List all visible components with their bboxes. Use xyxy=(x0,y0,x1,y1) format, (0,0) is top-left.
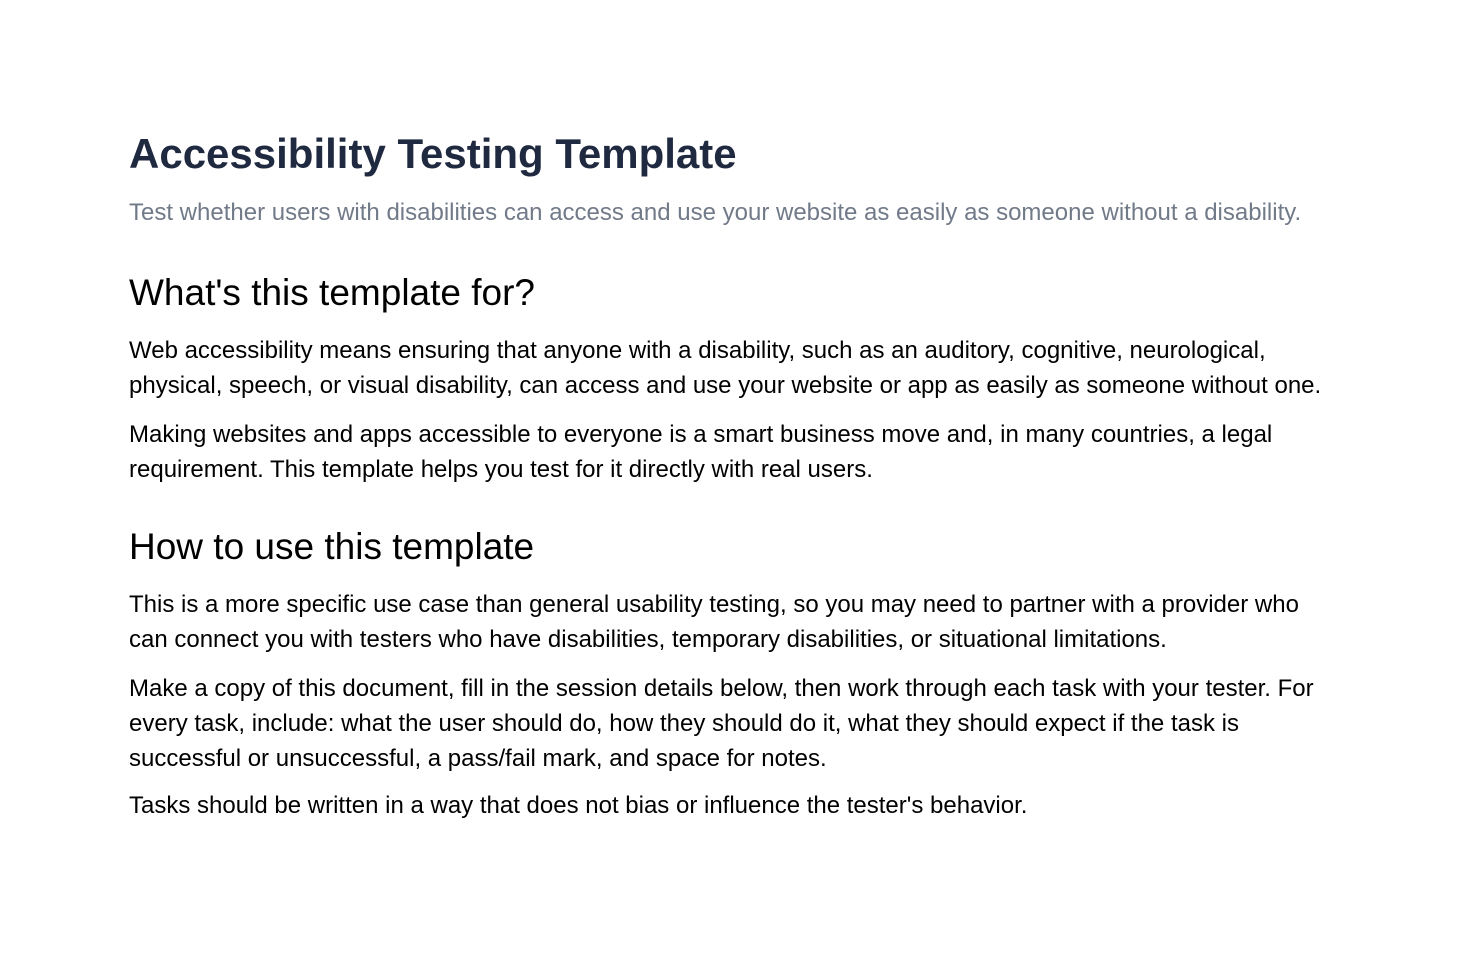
page-title: Accessibility Testing Template xyxy=(129,130,737,177)
paragraph-provider-partnership: This is a more specific use case than general usability testing, so you may need to partner with a provider who can connect you with testers who have disabilities, temporary disabilities, or situational limitations. xyxy=(129,591,1299,653)
paragraph-copy-instructions: Make a copy of this document, fill in the session details below, then work through each task with your tester. For every task, include: what the user should do, how they should do it, what they should expect if the task is successful or unsuccessful, a pass/fail mark, and space for notes. xyxy=(129,675,1314,772)
section-template-purpose xyxy=(129,271,1339,487)
paragraph-accessibility-definition: Web accessibility means ensuring that anyone with a disability, such as an auditory, cognitive, neurological, physical, speech, or visual disability, can access and use your website or app as easily as someone without one. xyxy=(129,337,1322,399)
section-heading-how-to-use: How to use this template xyxy=(129,526,535,567)
section-how-to-use xyxy=(129,525,1339,823)
section-heading-template-purpose: What's this template for? xyxy=(129,272,536,313)
paragraph-task-writing-guidance: Tasks should be written in a way that does not bias or influence the tester's behavior. xyxy=(129,792,1028,819)
paragraph-accessibility-importance: Making websites and apps accessible to everyone is a smart business move and, in many countries, a legal requirement. This template helps you test for it directly with real users. xyxy=(129,421,1273,483)
page-subtitle: Test whether users with disabilities can access and use your website as easily as someone without a disability. xyxy=(129,199,1302,226)
